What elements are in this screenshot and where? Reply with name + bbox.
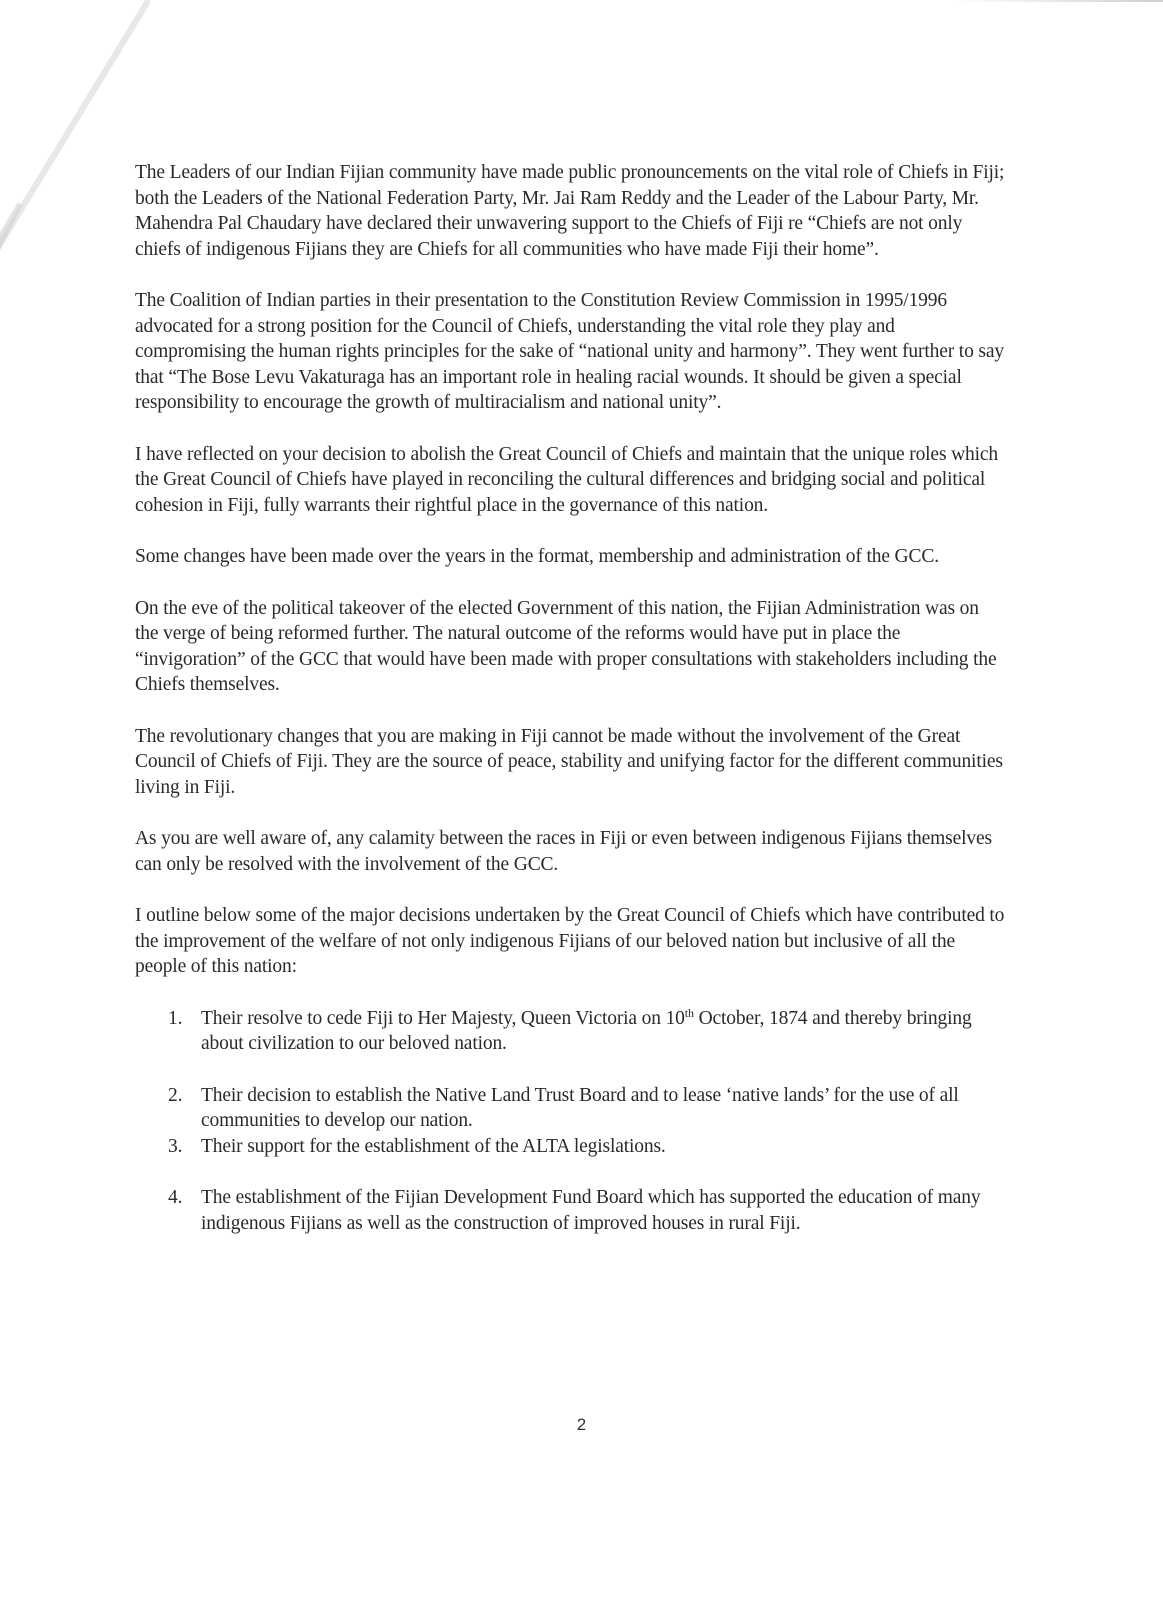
scan-edge-shadow: [953, 0, 1163, 2]
paragraph-political-takeover: On the eve of the political takeover of the elected Government of this nation, the Fijian Administration was on the verge of being reformed further. The natural outcome of the reforms would have put in place the “invigoration” of the GCC that would have been made with proper consultations with stakeholders including the Chiefs themselves.: [135, 597, 997, 695]
list-item-text: Their decision to establish the Native Land Trust Board and to lease ‘native lands’ for the use of all communities to develop our nation.: [201, 1084, 959, 1131]
list-item-number: 4.: [168, 1187, 183, 1208]
list-item-text: The establishment of the Fijian Development Fund Board which has supported the education of many indigenous Fijians as well as the construction of improved houses in rural Fiji.: [201, 1187, 981, 1234]
list-item-number: 3.: [168, 1135, 183, 1157]
paragraph-calamity-resolution: As you are well aware of, any calamity between the races in Fiji or even between indigenous Fijians themselves can only be resolved with the involvement of the GCC.: [135, 828, 992, 875]
list-item-number: 1.: [168, 1007, 183, 1029]
list-item: [135, 1185, 1005, 1236]
folded-corner-shadow: [0, 0, 150, 250]
page-number: 2: [576, 1415, 587, 1434]
list-item: [135, 1006, 1005, 1057]
major-decisions-list: [135, 1006, 1005, 1237]
paragraph-revolutionary-changes: The revolutionary changes that you are making in Fiji cannot be made without the involvement of the Great Council of Chiefs of Fiji. They are the source of peace, stability and unifying factor for the different communities living in Fiji.: [135, 725, 1003, 798]
letter-page: [135, 160, 1005, 1236]
list-item: [135, 1083, 1005, 1134]
paragraph-gcc-changes: Some changes have been made over the years in the format, membership and administration of the GCC.: [135, 546, 939, 567]
paragraph-coalition-presentation: The Coalition of Indian parties in their presentation to the Constitution Review Commission in 1995/1996 advocated for a strong position for the Council of Chiefs, understanding the vital role they play and compromising the human rights principles for the sake of “national unity and harmony”. They went further to say that “The Bose Levu Vakaturaga has an important role in healing racial wounds. It should be given a special responsibility to encourage the growth of multiracialism and national unity”.: [135, 290, 1004, 413]
list-item-text: Their resolve to cede Fiji to Her Majesty, Queen Victoria on 10th October, 1874 and thereby bringing about civilization to our beloved nation.: [201, 1005, 972, 1054]
list-item: [135, 1134, 1005, 1160]
ordinal-superscript: th: [684, 1005, 694, 1020]
list-item-number: 2.: [168, 1084, 183, 1106]
paragraph-indian-leaders-support: The Leaders of our Indian Fijian community have made public pronouncements on the vital role of Chiefs in Fiji; both the Leaders of the National Federation Party, Mr. Jai Ram Reddy and the Leader of the Labour Party, Mr. Mahendra Pal Chaudary have declared their unwavering support to the Chiefs of Fiji re “Chiefs are not only chiefs of indigenous Fijians they are Chiefs for all communities who have made Fiji their home”.: [135, 162, 1005, 260]
paragraph-major-decisions-intro: I outline below some of the major decisions undertaken by the Great Council of Chiefs which have contributed to the improvement of the welfare of not only indigenous Fijians of our beloved nation but inclusive of all the people of this nation:: [135, 905, 1005, 977]
list-item-text: Their support for the establishment of the ALTA legislations.: [201, 1135, 666, 1157]
paragraph-abolish-decision: I have reflected on your decision to abolish the Great Council of Chiefs and maintain that the unique roles which the Great Council of Chiefs have played in reconciling the cultural differences and bridging social and political cohesion in Fiji, fully warrants their rightful place in the governance of this nation.: [135, 443, 999, 516]
